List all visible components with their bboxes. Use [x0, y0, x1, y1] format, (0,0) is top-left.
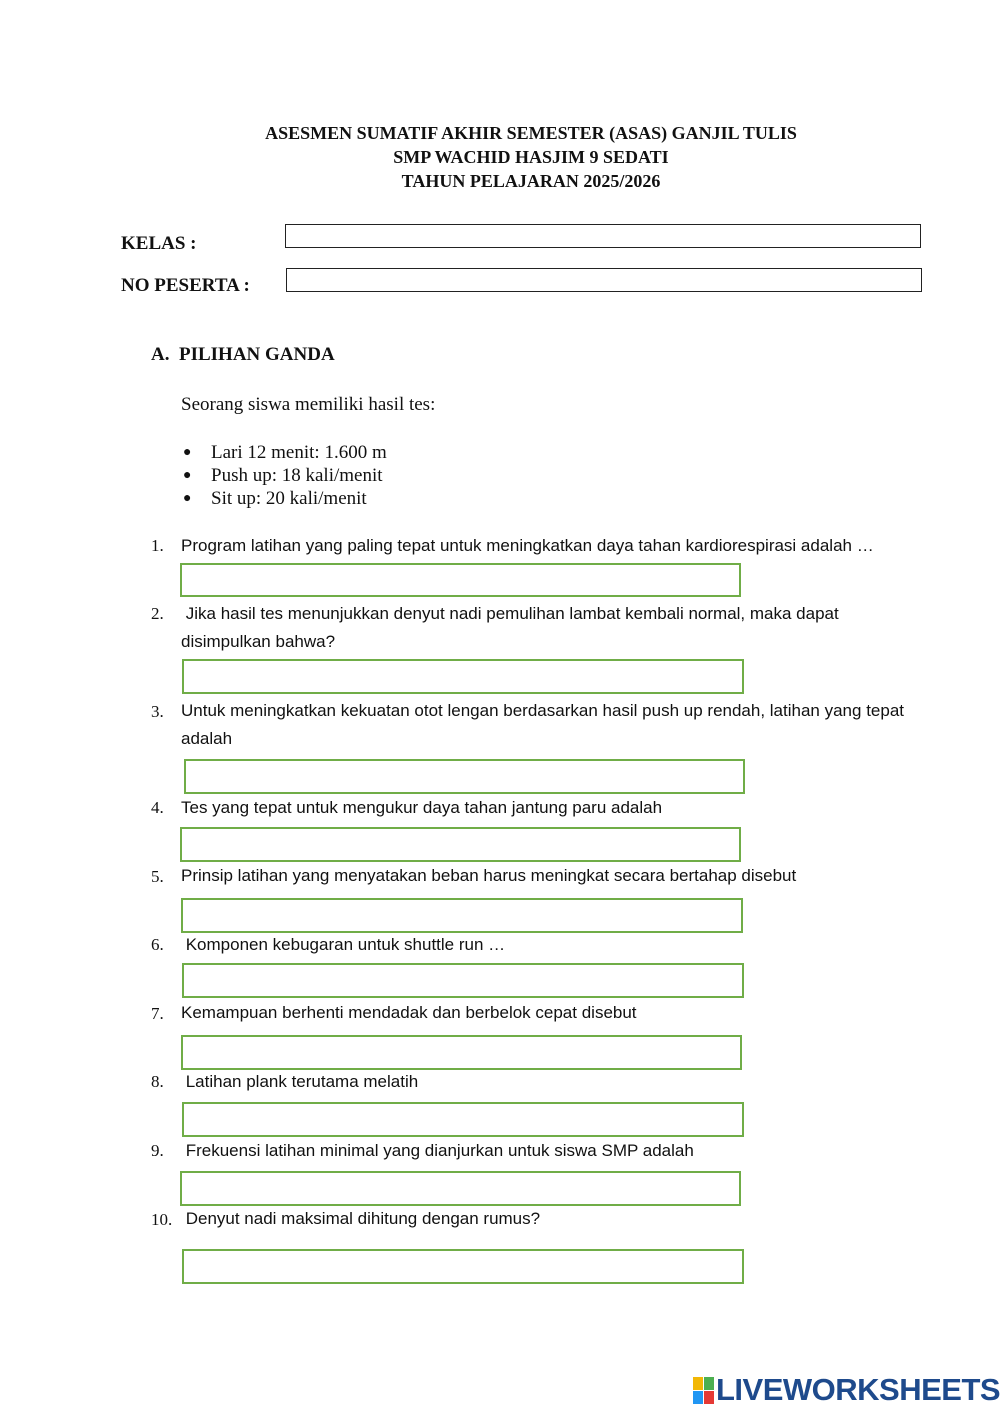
title-line-3: TAHUN PELAJARAN 2025/2026	[401, 171, 661, 191]
logo-square-icon	[704, 1377, 714, 1390]
logo-text: LIVEWORKSHEETS	[716, 1372, 1000, 1407]
question-7-answer[interactable]	[181, 1035, 742, 1070]
question-1-number: 1.	[151, 536, 164, 555]
logo-square-icon	[693, 1377, 703, 1390]
question-5-text: Prinsip latihan yang menyatakan beban harus meningkat secara bertahap disebut	[181, 866, 797, 885]
question-8-number: 8.	[151, 1072, 164, 1091]
question-2-text: Jika hasil tes menunjukkan denyut nadi pemulihan lambat kembali normal, maka dapat disimpulkan bahwa?	[181, 604, 844, 651]
liveworksheets-logo	[693, 1372, 1000, 1408]
logo-icon	[693, 1377, 713, 1403]
question-1-answer[interactable]	[180, 563, 741, 597]
question-7-number: 7.	[151, 1004, 164, 1023]
section-title: A. PILIHAN GANDA	[151, 344, 335, 365]
question-6-text: Komponen kebugaran untuk shuttle run …	[181, 935, 506, 954]
question-1-text: Program latihan yang paling tepat untuk meningkatkan daya tahan kardiorespirasi adalah …	[181, 536, 874, 555]
question-10-answer[interactable]	[182, 1249, 744, 1284]
question-8-text: Latihan plank terutama melatih	[181, 1072, 419, 1091]
list-item: ● Lari 12 menit: 1.600 m	[183, 442, 387, 463]
question-4-number: 4.	[151, 798, 164, 817]
list-item: ● Sit up: 20 kali/menit	[183, 488, 367, 509]
no-peserta-input[interactable]	[286, 268, 922, 292]
question-9-text: Frekuensi latihan minimal yang dianjurkan untuk siswa SMP adalah	[181, 1141, 694, 1160]
intro-text: Seorang siswa memiliki hasil tes:	[181, 394, 436, 415]
question-4-answer[interactable]	[180, 827, 741, 862]
no-peserta-label: NO PESERTA :	[121, 275, 250, 296]
question-10-text: Denyut nadi maksimal dihitung dengan rumus?	[181, 1209, 541, 1228]
question-6-answer[interactable]	[182, 963, 744, 998]
title-line-2: SMP WACHID HASJIM 9 SEDATI	[393, 147, 669, 167]
question-2-number: 2.	[151, 604, 164, 623]
question-5-number: 5.	[151, 867, 164, 886]
bullet-icon: ●	[183, 468, 192, 483]
question-9-answer[interactable]	[180, 1171, 741, 1206]
question-3-answer[interactable]	[184, 759, 745, 794]
question-6-number: 6.	[151, 935, 164, 954]
list-item: ● Push up: 18 kali/menit	[183, 465, 383, 486]
question-7-text: Kemampuan berhenti mendadak dan berbelok cepat disebut	[181, 1003, 637, 1022]
question-8-answer[interactable]	[182, 1102, 744, 1137]
test-results-list	[181, 441, 387, 510]
question-3-number: 3.	[151, 702, 164, 721]
logo-square-icon	[704, 1391, 714, 1404]
kelas-label: KELAS :	[121, 233, 197, 254]
question-3-text: Untuk meningkatkan kekuatan otot lengan berdasarkan hasil push up rendah, latihan yang tepat adalah	[181, 701, 904, 748]
question-10-number: 10.	[151, 1210, 173, 1229]
logo-square-icon	[693, 1391, 703, 1404]
question-4-text: Tes yang tepat untuk mengukur daya tahan jantung paru adalah	[181, 798, 663, 817]
title-line-1: ASESMEN SUMATIF AKHIR SEMESTER (ASAS) GANJIL TULIS	[265, 123, 797, 143]
bullet-icon: ●	[183, 491, 192, 506]
question-5-answer[interactable]	[181, 898, 743, 933]
question-2-answer[interactable]	[182, 659, 744, 694]
question-9-number: 9.	[151, 1141, 164, 1160]
kelas-input[interactable]	[285, 224, 921, 248]
bullet-icon: ●	[183, 445, 192, 460]
